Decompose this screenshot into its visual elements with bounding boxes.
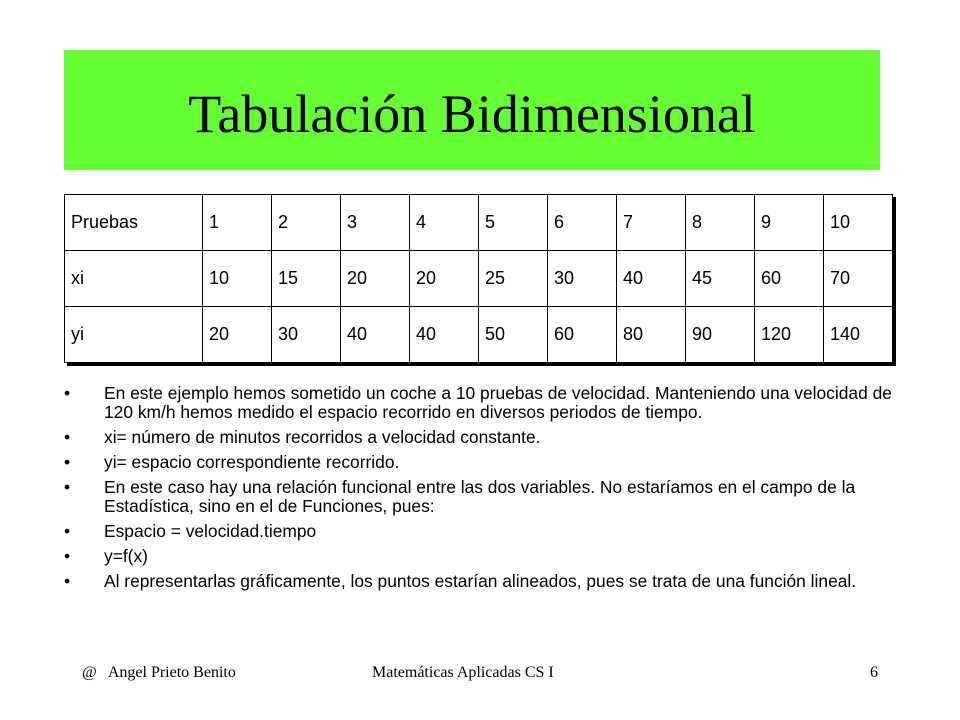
page-title: Tabulación Bidimensional	[188, 84, 756, 144]
bullet-icon: •	[64, 383, 71, 403]
table-cell: 90	[686, 307, 755, 363]
table-cell: 5	[479, 195, 548, 251]
list-item	[64, 384, 896, 422]
table-cell: 60	[548, 307, 617, 363]
bullet-icon: •	[64, 546, 71, 566]
list-item	[64, 547, 896, 566]
table-row	[65, 251, 893, 307]
table-cell: 30	[272, 307, 341, 363]
table-cell: 80	[617, 307, 686, 363]
table-cell: 10	[203, 251, 272, 307]
table-cell: 25	[479, 251, 548, 307]
bullet-text: xi= número de minutos recorridos a velocidad constante.	[104, 427, 541, 447]
list-item	[64, 428, 896, 447]
footer-course: Matemáticas Aplicadas CS I	[372, 664, 554, 681]
list-item	[64, 453, 896, 472]
table-cell: 120	[755, 307, 824, 363]
table-header-cell: Pruebas	[65, 195, 203, 251]
bullet-icon: •	[64, 521, 71, 541]
table-header-cell: xi	[65, 251, 203, 307]
bullet-icon: •	[64, 477, 71, 497]
table-cell: 7	[617, 195, 686, 251]
page-number: 6	[870, 664, 878, 681]
table-header-cell: yi	[65, 307, 203, 363]
table-cell: 60	[755, 251, 824, 307]
bullet-text: En este caso hay una relación funcional entre las dos variables. No estaríamos en el campo de la Estadística, sino en el de Funciones, pues:	[104, 477, 856, 516]
table-cell: 4	[410, 195, 479, 251]
table-row	[65, 307, 893, 363]
list-item	[64, 572, 896, 591]
table-cell: 40	[341, 307, 410, 363]
table-cell: 40	[410, 307, 479, 363]
table-cell: 10	[824, 195, 893, 251]
bullet-icon: •	[64, 571, 71, 591]
bullet-list	[64, 384, 896, 597]
table-cell: 30	[548, 251, 617, 307]
list-item	[64, 478, 896, 516]
bullet-text: En este ejemplo hemos sometido un coche a 10 pruebas de velocidad. Manteniendo una velocidad de 120 km/h hemos medido el espacio recorrido en diversos periodos de tiempo.	[104, 383, 892, 422]
table-row	[65, 195, 893, 251]
table-cell: 6	[548, 195, 617, 251]
table-cell: 140	[824, 307, 893, 363]
table-cell: 8	[686, 195, 755, 251]
data-table	[64, 194, 893, 363]
table-cell: 45	[686, 251, 755, 307]
bullet-icon: •	[64, 452, 71, 472]
table-cell: 20	[341, 251, 410, 307]
bullet-text: y=f(x)	[104, 546, 148, 566]
table-cell: 2	[272, 195, 341, 251]
bullet-icon: •	[64, 427, 71, 447]
table-cell: 9	[755, 195, 824, 251]
title-banner	[64, 50, 880, 170]
table-cell: 15	[272, 251, 341, 307]
table-cell: 50	[479, 307, 548, 363]
table-cell: 20	[410, 251, 479, 307]
list-item	[64, 522, 896, 541]
bullet-text: Espacio = velocidad.tiempo	[104, 521, 317, 541]
bullet-text: yi= espacio correspondiente recorrido.	[104, 452, 400, 472]
table-cell: 20	[203, 307, 272, 363]
table-cell: 3	[341, 195, 410, 251]
table-cell: 1	[203, 195, 272, 251]
footer-author: @ Angel Prieto Benito	[82, 664, 236, 681]
table-cell: 40	[617, 251, 686, 307]
table-cell: 70	[824, 251, 893, 307]
bullet-text: Al representarlas gráficamente, los puntos estarían alineados, pues se trata de una función lineal.	[104, 571, 857, 591]
